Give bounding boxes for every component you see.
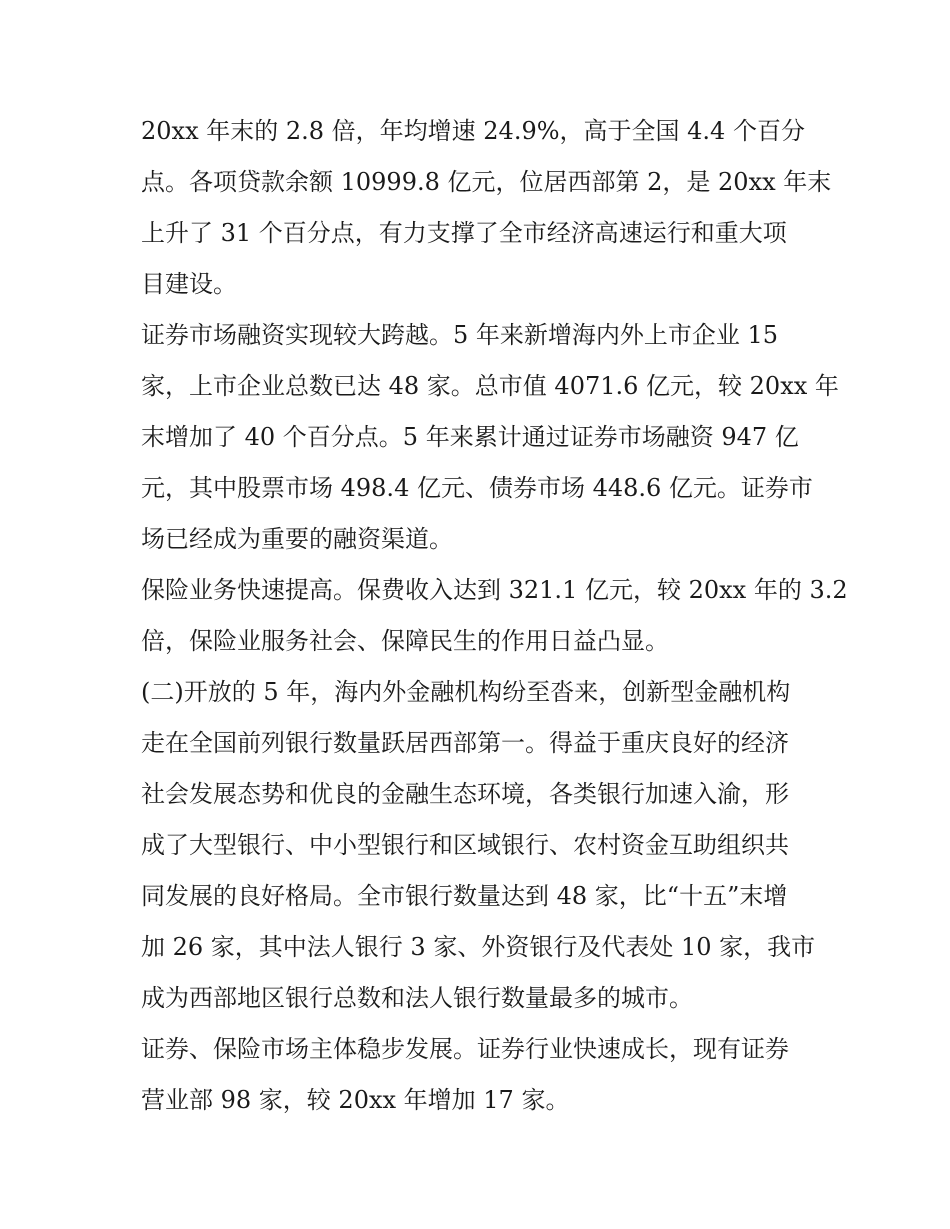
text-line: 家，上市企业总数已达 48 家。总市值 4071.6 亿元，较 20xx 年	[141, 372, 839, 400]
text-line: 社会发展态势和优良的金融生态环境，各类银行加速入渝，形	[141, 780, 789, 808]
body-text	[141, 106, 848, 1126]
text-line: 成了大型银行、中小型银行和区域银行、农村资金互助组织共	[141, 831, 789, 859]
text-line: 走在全国前列银行数量跃居西部第一。得益于重庆良好的经济	[141, 729, 789, 757]
text-line: 倍，保险业服务社会、保障民生的作用日益凸显。	[141, 627, 669, 655]
text-line: 证券市场融资实现较大跨越。5 年来新增海内外上市企业 15	[141, 321, 779, 349]
text-line: 成为西部地区银行总数和法人银行数量最多的城市。	[141, 984, 693, 1012]
text-line: 场已经成为重要的融资渠道。	[141, 525, 453, 553]
text-line: 营业部 98 家，较 20xx 年增加 17 家。	[141, 1086, 570, 1114]
text-line: 末增加了 40 个百分点。5 年来累计通过证券市场融资 947 亿	[141, 423, 799, 451]
text-line: 同发展的良好格局。全市银行数量达到 48 家，比“十五”末增	[141, 882, 788, 910]
text-line: 元，其中股票市场 498.4 亿元、债券市场 448.6 亿元。证券市	[141, 474, 813, 502]
text-line: 20xx 年末的 2.8 倍，年均增速 24.9%，高于全国 4.4 个百分	[141, 117, 805, 145]
text-line: 证券、保险市场主体稳步发展。证券行业快速成长，现有证券	[141, 1035, 789, 1063]
text-line: 保险业务快速提高。保费收入达到 321.1 亿元，较 20xx 年的 3.2	[141, 576, 848, 604]
text-line: (二)开放的 5 年，海内外金融机构纷至沓来，创新型金融机构	[141, 678, 791, 706]
text-line: 目建设。	[141, 270, 237, 298]
text-line: 点。各项贷款余额 10999.8 亿元，位居西部第 2，是 20xx 年末	[141, 168, 832, 196]
text-line: 上升了 31 个百分点，有力支撑了全市经济高速运行和重大项	[141, 219, 787, 247]
text-line: 加 26 家，其中法人银行 3 家、外资银行及代表处 10 家，我市	[141, 933, 816, 961]
